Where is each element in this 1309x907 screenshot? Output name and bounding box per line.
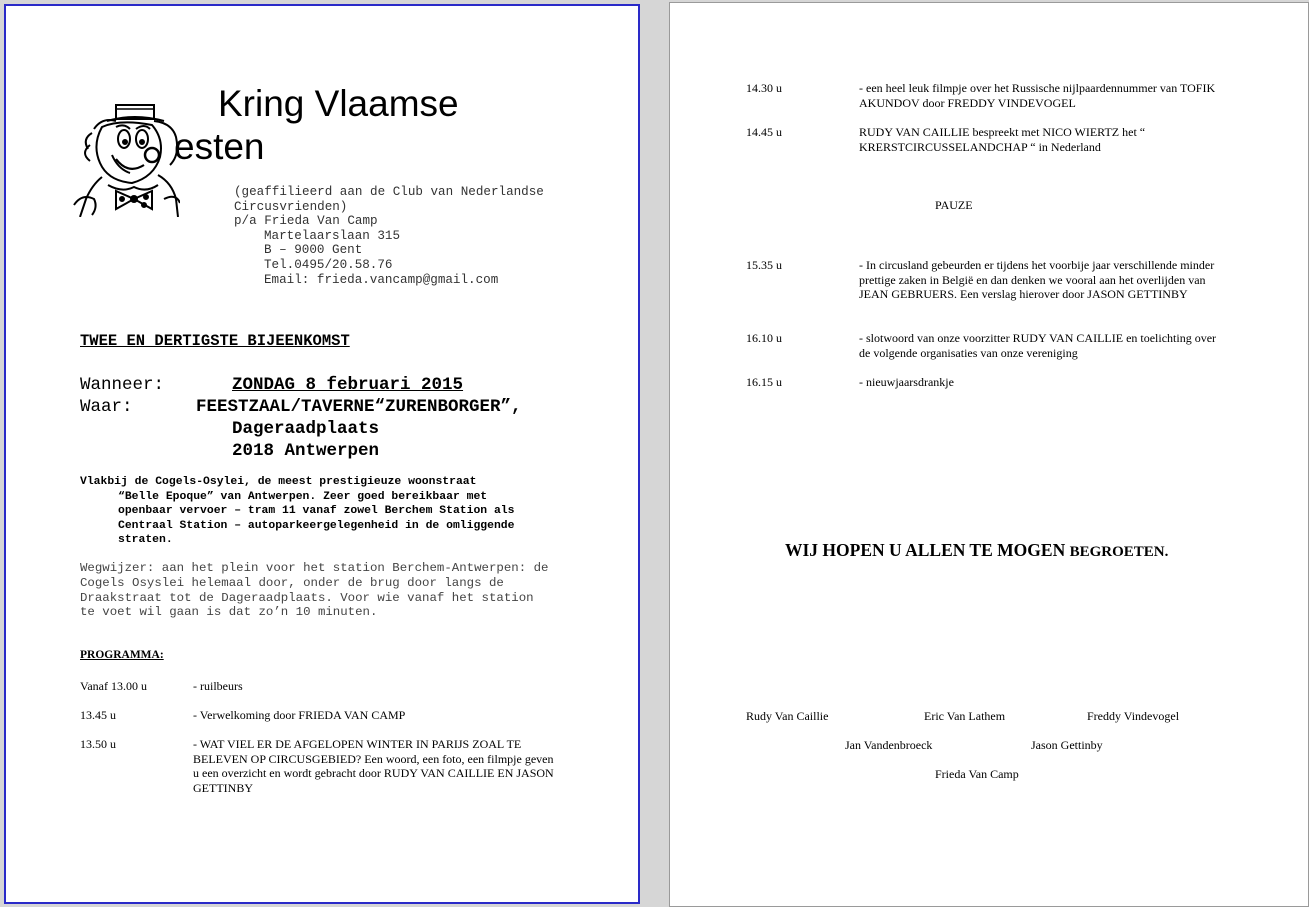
program-time: 13.45 u <box>80 708 116 722</box>
wanneer-label: Wanneer: <box>80 375 165 395</box>
wegwijzer-text: Wegwijzer: aan het plein voor het station Berchem-Antwerpen: de <box>80 561 549 575</box>
program-text: - In circusland gebeurden er tijdens het voorbije jaar verschillende minder prettige zaken in België en dan denken we vooral aan het overlijden van JEAN GEBRUERS. Een verslag hierover door JASON GETTINBY <box>859 258 1215 302</box>
signature-name: Rudy Van Caillie <box>746 709 829 723</box>
program-time: 14.30 u <box>746 81 782 95</box>
program-time: 15.35 u <box>746 258 782 272</box>
location-note: Vlakbij de Cogels-Osylei, de meest prestigieuze woonstraat <box>80 476 477 488</box>
program-time: 14.45 u <box>746 125 782 139</box>
closing-line <box>785 540 1168 561</box>
address-line: (geaffilieerd aan de Club van Nederlandse <box>234 185 544 199</box>
closing-main: WIJ HOPEN U ALLEN TE MOGEN <box>785 540 1066 560</box>
address-line: p/a Frieda Van Camp <box>234 214 378 229</box>
signature-name: Frieda Van Camp <box>935 767 1019 781</box>
program-text: RUDY VAN CAILLIE bespreekt met NICO WIERTZ het “ KRERSTCIRCUSSELANDCHAP “ in Nederland <box>859 125 1146 154</box>
program-time: Vanaf 13.00 u <box>80 679 147 693</box>
wegwijzer-text: te voet wil gaan is dat zo’n 10 minuten. <box>80 605 378 620</box>
signature-name: Freddy Vindevogel <box>1087 709 1180 723</box>
location-note: openbaar vervoer – tram 11 vanaf zowel Berchem Station als <box>118 505 515 518</box>
program-time: 13.50 u <box>80 737 116 751</box>
title-line-2: esten <box>174 126 265 167</box>
signature-name: Jason Gettinby <box>1031 738 1103 752</box>
wanneer-value: ZONDAG 8 februari 2015 <box>232 375 464 395</box>
title-line-1: Kring Vlaamse <box>218 83 459 124</box>
pauze-label: PAUZE <box>935 198 973 212</box>
program-time: 16.10 u <box>746 331 782 345</box>
program-text: - WAT VIEL ER DE AFGELOPEN WINTER IN PARIJS ZOAL TE BELEVEN OP CIRCUSGEBIED? Een woord, een foto, een filmpje geven u een overzicht en wordt gebracht door RUDY VAN CAILLIE EN JASON GETTINBY <box>193 737 554 795</box>
clown-logo-icon <box>72 95 180 217</box>
location-note: straten. <box>118 534 173 547</box>
program-text: - ruilbeurs <box>193 679 243 693</box>
meeting-heading: TWEE EN DERTIGSTE BIJEENKOMST <box>80 332 350 350</box>
closing-end: BEGROETEN. <box>1069 544 1169 560</box>
location-note: “Belle Epoque” van Antwerpen. Zeer goed bereikbaar met <box>118 490 488 503</box>
address-line: Email: frieda.vancamp@gmail.com <box>264 272 499 287</box>
address-line: Tel.0495/20.58.76 <box>264 258 393 272</box>
signature-name: Eric Van Lathem <box>924 709 1006 723</box>
program-time: 16.15 u <box>746 375 782 389</box>
address-line: Circusvrienden) <box>234 199 348 214</box>
wegwijzer-text: Draakstraat tot de Dageraadplaats. Voor wie vanaf het station <box>80 590 534 605</box>
address-line: B – 9000 Gent <box>264 243 363 258</box>
program-text: - Verwelkoming door FRIEDA VAN CAMP <box>193 708 406 722</box>
program-text: - een heel leuk filmpje over het Russische nijlpaardennummer van TOFIK AKUNDOV door FREDDY VINDEVOGEL <box>859 81 1216 110</box>
location-note: Centraal Station – autoparkeergelegenheid in de omliggende <box>118 519 515 532</box>
document-page-2 <box>669 2 1309 907</box>
document-page-1 <box>4 4 640 904</box>
program-text: - slotwoord van onze voorzitter RUDY VAN CAILLIE en toelichting over de volgende organisaties van onze vereniging <box>859 331 1217 360</box>
waar-value: Dageraadplaats <box>232 419 380 439</box>
waar-value: 2018 Antwerpen <box>232 441 380 461</box>
waar-value: FEESTZAAL/TAVERNE“ZURENBORGER”, <box>196 397 522 417</box>
address-line: Martelaarslaan 315 <box>264 228 401 243</box>
signature-name: Jan Vandenbroeck <box>845 738 933 752</box>
programma-heading: PROGRAMMA: <box>80 649 164 661</box>
waar-label: Waar: <box>80 397 133 417</box>
wegwijzer-text: Cogels Osyslei helemaal door, onder de brug door langs de <box>80 575 504 590</box>
program-text: - nieuwjaarsdrankje <box>859 375 954 389</box>
